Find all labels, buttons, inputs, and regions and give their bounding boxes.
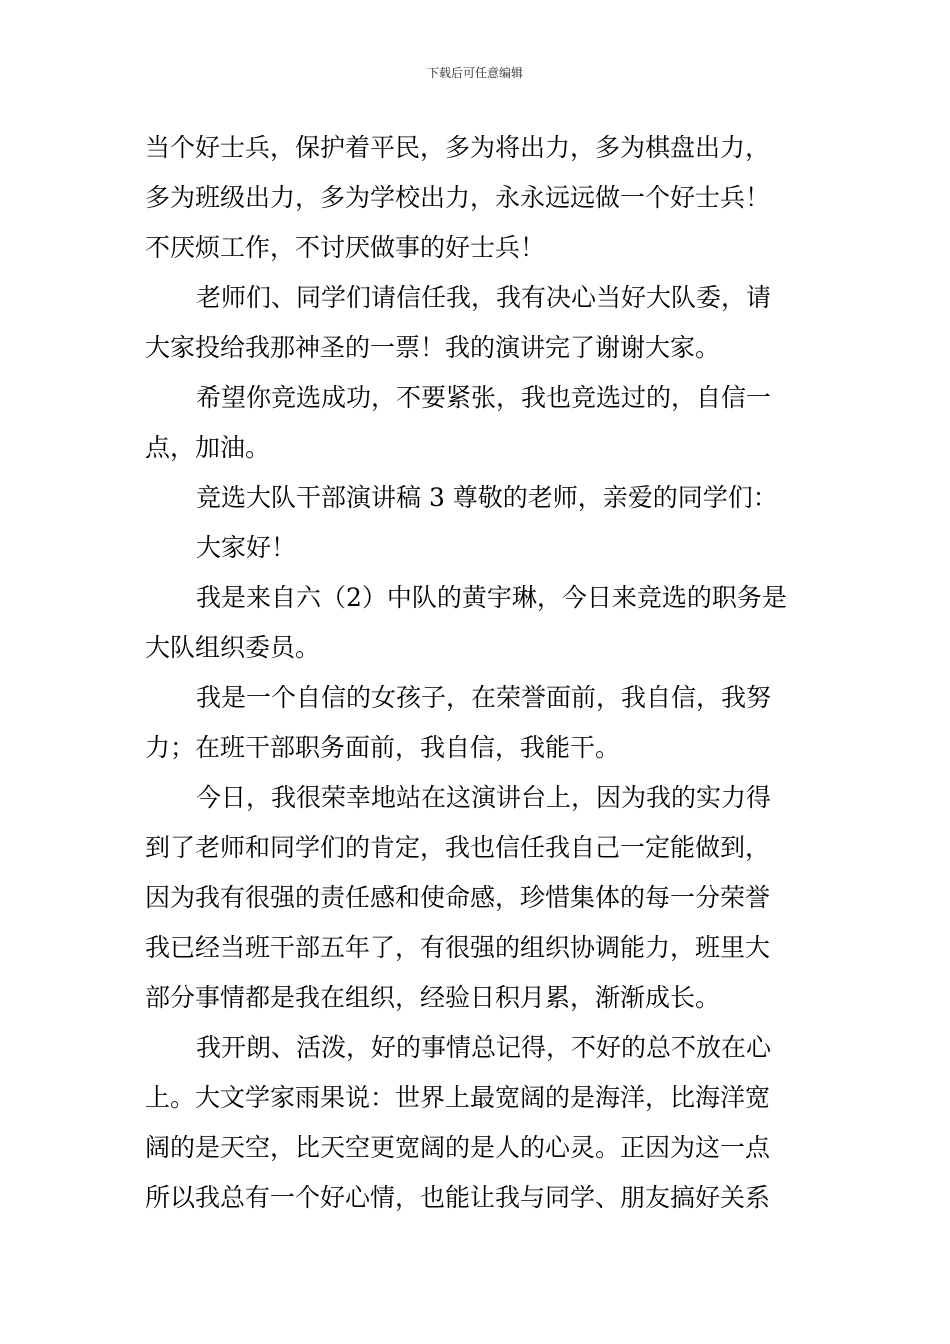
body-line: 当个好士兵，保护着平民，多为将出力，多为棋盘出力， — [145, 133, 771, 162]
paragraph-start-line: 我开朗、活泼，好的事情总记得，不好的总不放在心 — [196, 1033, 772, 1062]
paragraph-start-line: 我是来自六（2）中队的黄宇琳，今日来竞选的职务是 — [196, 583, 787, 612]
body-line: 大家投给我那神圣的一票！我的演讲完了谢谢大家。 — [145, 333, 721, 362]
paragraph-start-line: 希望你竞选成功，不要紧张，我也竞选过的，自信一 — [196, 383, 772, 412]
page-header: 下载后可任意编辑 — [426, 66, 523, 80]
paragraph-start-line: 今日，我很荣幸地站在这演讲台上，因为我的实力得 — [196, 783, 772, 812]
body-line: 阔的是天空，比天空更宽阔的是人的心灵。正因为这一点 — [145, 1133, 771, 1162]
paragraph-start-line: 我是一个自信的女孩子，在荣誉面前，我自信，我努 — [196, 683, 772, 712]
body-line: 因为我有很强的责任感和使命感，珍惜集体的每一分荣誉 — [145, 883, 771, 912]
body-line: 多为班级出力，多为学校出力，永永远远做一个好士兵！ — [145, 183, 771, 212]
section-heading-line: 竞选大队干部演讲稿 3 尊敬的老师，亲爱的同学们： — [196, 483, 778, 512]
body-line: 我已经当班干部五年了，有很强的组织协调能力，班里大 — [145, 933, 771, 962]
body-line: 到了老师和同学们的肯定，我也信任我自己一定能做到， — [145, 833, 771, 862]
body-line: 所以我总有一个好心情，也能让我与同学、朋友搞好关系 — [145, 1183, 771, 1212]
body-line: 部分事情都是我在组织，经验日积月累，渐渐成长。 — [145, 983, 721, 1012]
body-line: 大队组织委员。 — [145, 633, 321, 662]
body-line: 上。大文学家雨果说：世界上最宽阔的是海洋，比海洋宽 — [145, 1083, 771, 1112]
body-line: 力；在班干部职务面前，我自信，我能干。 — [145, 733, 621, 762]
greeting-line: 大家好！ — [196, 533, 297, 562]
body-line: 点，加油。 — [145, 433, 271, 462]
body-line: 不厌烦工作，不讨厌做事的好士兵！ — [145, 233, 546, 262]
paragraph-start-line: 老师们、同学们请信任我，我有决心当好大队委，请 — [196, 283, 772, 312]
